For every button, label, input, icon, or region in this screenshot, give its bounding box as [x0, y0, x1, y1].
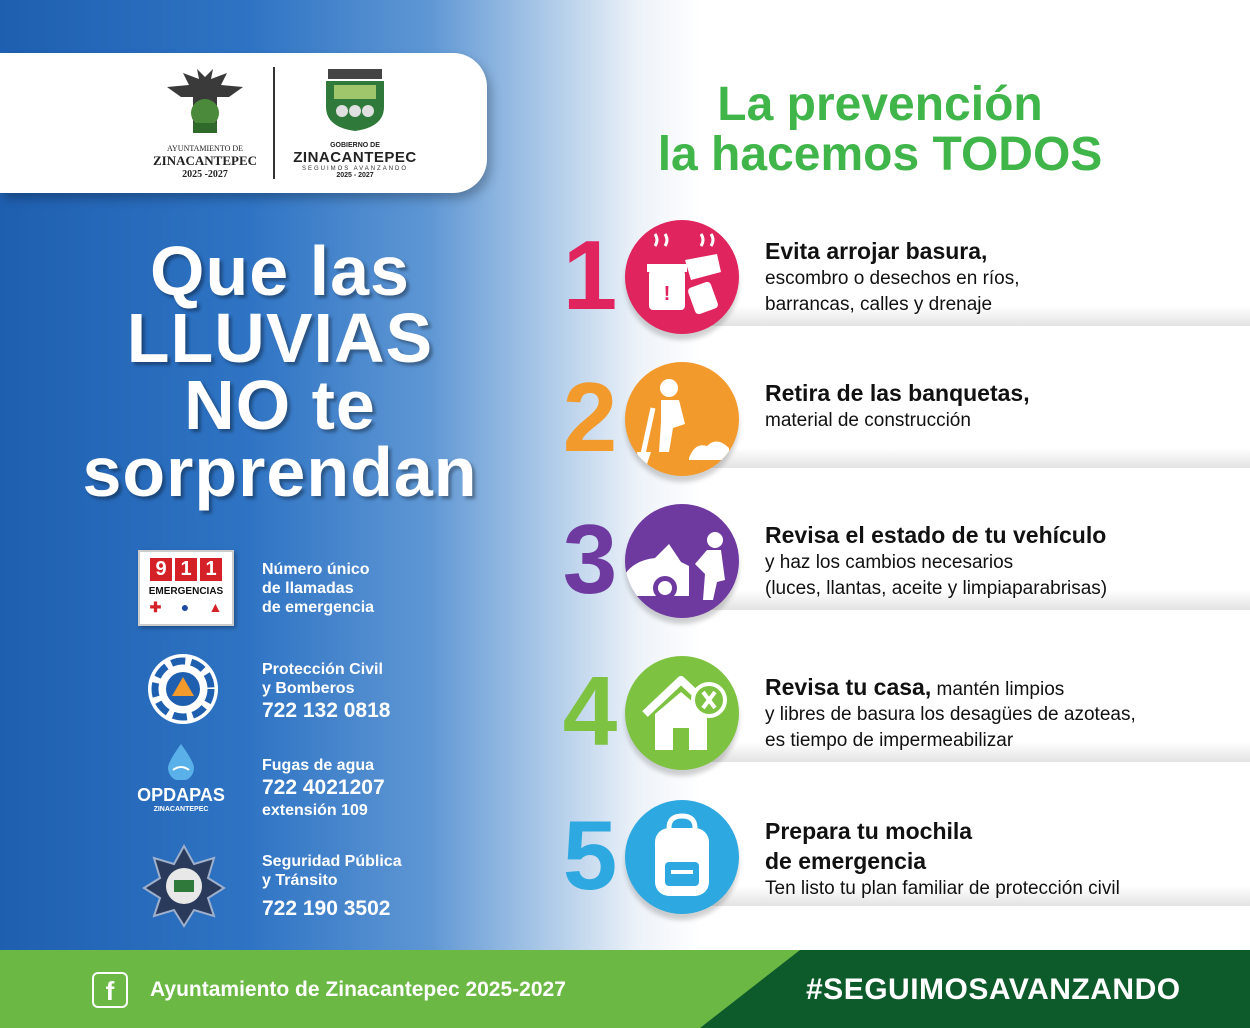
step-2-line1: material de construcción	[765, 410, 971, 431]
step-4-inline: mantén limpios	[931, 679, 1065, 700]
step-4	[555, 652, 1250, 782]
step-3-line1: y haz los cambios necesarios	[765, 552, 1014, 573]
gobierno-line2: ZINACANTEPEC	[293, 149, 417, 166]
backpack-icon	[625, 800, 739, 914]
ayuntamiento-line3: 2025 -2027	[182, 169, 228, 180]
headline-line4: sorprendan	[82, 433, 478, 511]
prevention-title	[600, 80, 1160, 180]
step-3-line2: (luces, llantas, aceite y limpiaparabrisas)	[765, 578, 1108, 599]
opdapas-sub: ZINACANTEPEC	[153, 806, 209, 813]
contact-pc-line1: Protección Civil	[262, 661, 383, 678]
step-3-bold: Revisa el estado de tu vehículo	[765, 522, 1107, 548]
red-cross-icon: ✚	[149, 599, 162, 615]
step-5-bold: Prepara tu mochila	[765, 818, 973, 844]
trash-icon	[625, 220, 739, 334]
step-5-bold2: de emergencia	[765, 848, 927, 874]
water-drop-icon	[164, 742, 198, 780]
ayuntamiento-logo	[140, 67, 270, 180]
step-4-line2: es tiempo de impermeabilizar	[765, 730, 1014, 751]
facebook-icon[interactable]: f	[92, 972, 128, 1008]
contact-opdapas-line1: Fugas de agua	[262, 757, 375, 774]
opdapas-title: OPDAPAS	[137, 785, 225, 805]
logo-card	[0, 53, 487, 193]
logo-divider	[273, 67, 275, 179]
contact-seg-line2: y Tránsito	[262, 872, 338, 889]
police-cap-icon: ●	[180, 599, 190, 615]
headline-line3: NO te	[184, 366, 376, 444]
footer-hashtag: #SEGUIMOSAVANZANDO	[806, 973, 1181, 1006]
ayuntamiento-line1: AYUNTAMIENTO DE	[166, 144, 244, 153]
footer-page-name[interactable]: Ayuntamiento de Zinacantepec 2025-2027	[150, 978, 566, 1001]
step-2	[555, 358, 1250, 488]
contact-opdapas-extension: extensión 109	[262, 802, 368, 819]
emergencias-label: EMERGENCIAS	[148, 586, 224, 597]
step-2-bold: Retira de las banquetas,	[765, 380, 1030, 406]
step-number: 5	[562, 800, 618, 910]
contact-911-line2: de llamadas	[262, 580, 354, 597]
gobierno-line3: SEGUIMOS AVANZANDO	[301, 166, 409, 172]
bat-emblem-icon	[163, 67, 247, 137]
title-line2: la hacemos TODOS	[657, 128, 1103, 181]
headline	[20, 232, 540, 511]
gobierno-line4: 2025 - 2027	[336, 172, 374, 179]
contact-proteccion-civil	[0, 650, 520, 740]
contact-opdapas	[0, 742, 520, 832]
contact-911-line1: Número único	[262, 561, 370, 578]
title-line1: La prevención	[717, 78, 1043, 131]
step-4-bold: Revisa tu casa,	[765, 674, 932, 700]
contact-911	[0, 548, 520, 638]
ayuntamiento-line2: ZINACANTEPEC	[152, 153, 257, 168]
step-number: 1	[562, 220, 618, 330]
emergency-911-icon	[138, 550, 234, 626]
step-1-line1: escombro o desechos en ríos,	[765, 268, 1020, 289]
house-tools-icon	[625, 656, 739, 770]
contact-seg-phone[interactable]: 722 190 3502	[262, 897, 391, 920]
gobierno-line1: GOBIERNO DE	[330, 142, 380, 149]
digit-9: 9	[150, 558, 172, 581]
step-number: 3	[562, 504, 618, 614]
shield-emblem-icon	[320, 67, 390, 133]
digit-1b: 1	[200, 558, 222, 581]
opdapas-logo	[128, 742, 234, 813]
step-4-line1: y libres de basura los desagües de azoteas,	[765, 704, 1136, 725]
step-number: 2	[562, 362, 618, 472]
step-5	[555, 796, 1250, 926]
car-mechanic-icon	[625, 504, 739, 618]
police-badge-icon	[142, 844, 226, 928]
contact-seguridad	[0, 840, 520, 930]
step-3	[555, 500, 1250, 630]
digit-1a: 1	[175, 558, 197, 581]
contact-seg-line1: Seguridad Pública	[262, 853, 402, 870]
svg-text:!: !	[663, 283, 671, 305]
contact-opdapas-phone[interactable]: 722 4021207	[262, 776, 385, 799]
headline-line1: Que las	[150, 232, 410, 310]
contact-pc-line2: y Bomberos	[262, 680, 355, 697]
contact-pc-phone[interactable]: 722 132 0818	[262, 699, 391, 722]
fire-icon: ▲	[208, 599, 223, 615]
step-number: 4	[562, 656, 618, 766]
headline-line2: LLUVIAS	[126, 299, 434, 377]
step-1-line2: barrancas, calles y drenaje	[765, 294, 993, 315]
step-1	[555, 216, 1250, 346]
step-5-line1: Ten listo tu plan familiar de protección civil	[765, 878, 1120, 899]
gobierno-logo	[290, 67, 420, 179]
contact-911-line3: de emergencia	[262, 599, 375, 616]
civil-protection-icon	[146, 652, 220, 726]
step-1-bold: Evita arrojar basura,	[765, 238, 988, 264]
shovel-worker-icon	[625, 362, 739, 476]
